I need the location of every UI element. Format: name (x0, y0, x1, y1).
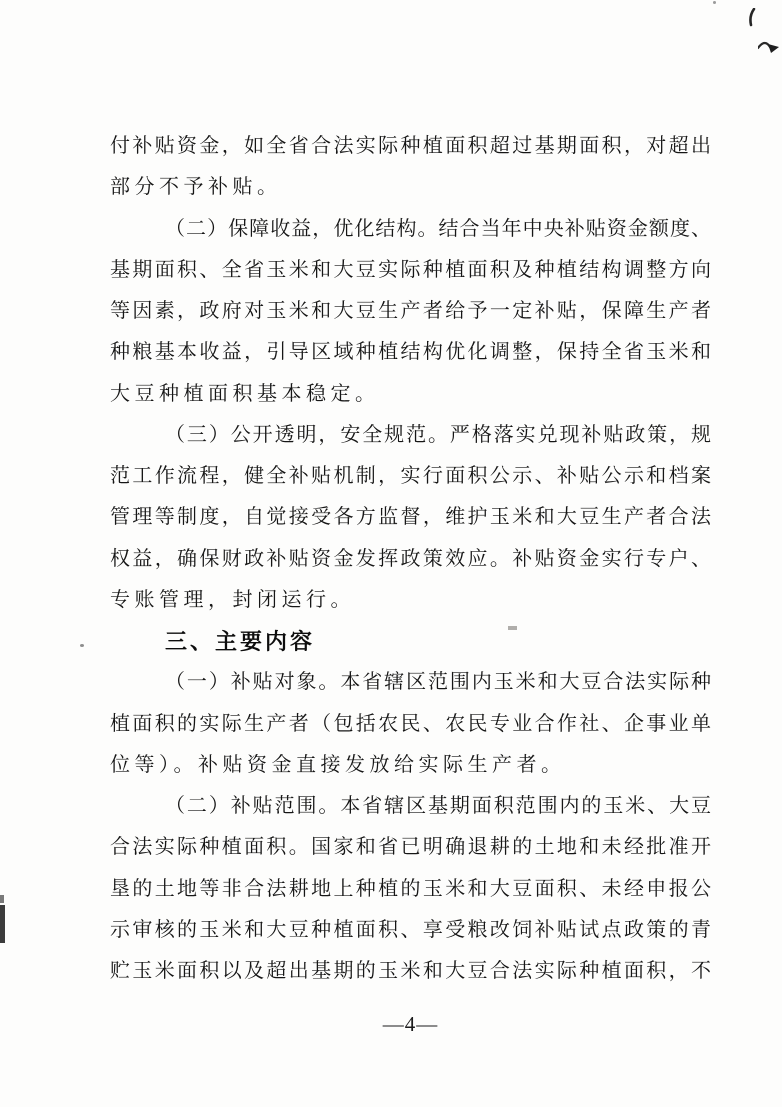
scan-ink-mark-swoosh (758, 38, 782, 58)
text-line: 等因素，政府对玉米和大豆生产者给予一定补贴，保障生产者 (110, 300, 711, 322)
text-line: 种粮基本收益，引导区域种植结构优化调整，保持全省玉米和 (110, 341, 711, 364)
text-line: （二）保障收益，优化结构。结合当年中央补贴资金额度、 (165, 217, 711, 240)
scan-speck-top (713, 1, 716, 4)
text-line: 植面积的实际生产者（包括农民、农民专业合作社、企事业单 (110, 712, 711, 735)
text-line: 位等）。补贴资金直接发放给实际生产者。 (110, 753, 566, 776)
text-line: 付补贴资金，如全省合法实际种植面积超过基期面积，对超出 (110, 135, 711, 157)
page-number: —4— (382, 1012, 439, 1036)
text-line: 垦的土地等非合法耕地上种植的玉米和大豆面积、未经申报公 (110, 877, 711, 900)
document-body (110, 126, 711, 992)
scan-ink-mark-comma (746, 8, 758, 28)
text-line: （二）补贴范围。本省辖区基期面积范围内的玉米、大豆 (165, 795, 711, 817)
text-line: 部分不予补贴。 (110, 176, 282, 199)
text-line: （一）补贴对象。本省辖区范围内玉米和大豆合法实际种 (165, 671, 711, 694)
text-line: 管理等制度，自觉接受各方监督，维护玉米和大豆生产者合法 (110, 506, 711, 529)
text-line: 范工作流程，健全补贴机制，实行面积公示、补贴公示和档案 (110, 465, 711, 487)
text-line: 贮玉米面积以及超出基期的玉米和大豆合法实际种植面积，不 (110, 960, 711, 982)
text-line: 专账管理，封闭运行。 (110, 588, 355, 611)
text-line: 基期面积、全省玉米和大豆实际种植面积及种植结构调整方向 (110, 258, 711, 281)
text-line: 三、主要内容 (165, 629, 316, 654)
text-line: 合法实际种植面积。国家和省已明确退耕的土地和未经批准开 (110, 836, 711, 859)
text-line: 示审核的玉米和大豆种植面积、享受粮改饲补贴试点政策的青 (110, 918, 711, 941)
scan-edge-mark-small (0, 895, 4, 903)
text-line: 权益，确保财政补贴资金发挥政策效应。补贴资金实行专户、 (110, 547, 711, 570)
text-line: （三）公开透明，安全规范。严格落实兑现补贴政策，规 (165, 423, 711, 446)
text-line: 大豆种植面积基本稳定。 (110, 382, 380, 405)
scan-edge-bar (0, 905, 5, 943)
scan-speck-left (80, 644, 84, 647)
